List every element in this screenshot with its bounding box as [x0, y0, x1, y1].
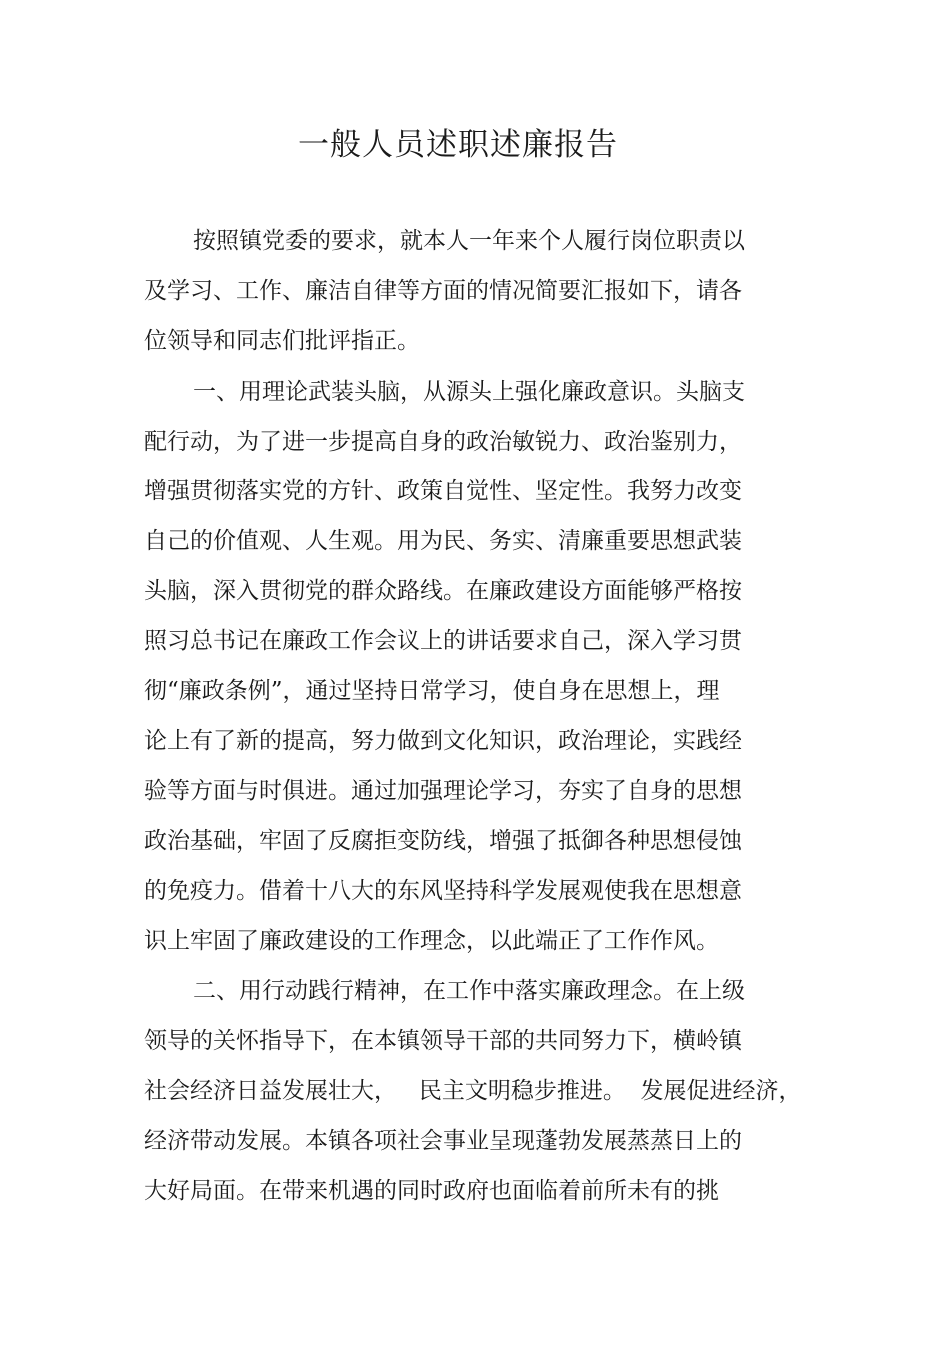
text-line: 论上有了新的提高，努力做到文化知识，政治理论，实践经: [144, 728, 742, 754]
text-line: 政治基础，牢固了反腐拒变防线，增强了抵御各种思想侵蚀: [144, 828, 742, 854]
text-line: 配行动，为了进一步提高自身的政治敏锐力、政治鉴别力，: [144, 429, 742, 455]
text-line: 二、用行动践行精神，在工作中落实廉政理念。在上级: [193, 978, 745, 1004]
text-line: 社会经济日益发展壮大， 民主文明稳步推进。 发展促进经济，: [144, 1078, 802, 1104]
text-line: 识上牢固了廉政建设的工作理念，以此端正了工作作风。: [144, 928, 719, 954]
text-line: 自己的价值观、人生观。用为民、务实、清廉重要思想武装: [144, 528, 742, 554]
text-line: 验等方面与时俱进。通过加强理论学习，夯实了自身的思想: [144, 778, 742, 804]
text-line: 增强贯彻落实党的方针、政策自觉性、坚定性。我努力改变: [144, 478, 742, 504]
text-line: 彻“廉政条例”，通过坚持日常学习，使自身在思想上，理: [144, 678, 720, 704]
text-line: 的免疫力。借着十八大的东风坚持科学发展观使我在思想意: [144, 878, 742, 904]
text-line: 位领导和同志们批评指正。: [144, 328, 420, 354]
text-line: 大好局面。在带来机遇的同时政府也面临着前所未有的挑: [144, 1178, 719, 1204]
text-line: 领导的关怀指导下，在本镇领导干部的共同努力下，横岭镇: [144, 1028, 742, 1054]
text-line: 按照镇党委的要求，就本人一年来个人履行岗位职责以: [193, 228, 745, 254]
text-line: 照习总书记在廉政工作会议上的讲话要求自己，深入学习贯: [144, 628, 742, 654]
text-line: 经济带动发展。本镇各项社会事业呈现蓬勃发展蒸蒸日上的: [144, 1128, 742, 1154]
text-line: 头脑，深入贯彻党的群众路线。在廉政建设方面能够严格按: [144, 578, 742, 604]
document-title: 一般人员述职述廉报告: [298, 127, 618, 163]
text-line: 一、用理论武装头脑，从源头上强化廉政意识。头脑支: [193, 379, 745, 405]
text-line: 及学习、工作、廉洁自律等方面的情况简要汇报如下，请各: [144, 278, 742, 304]
